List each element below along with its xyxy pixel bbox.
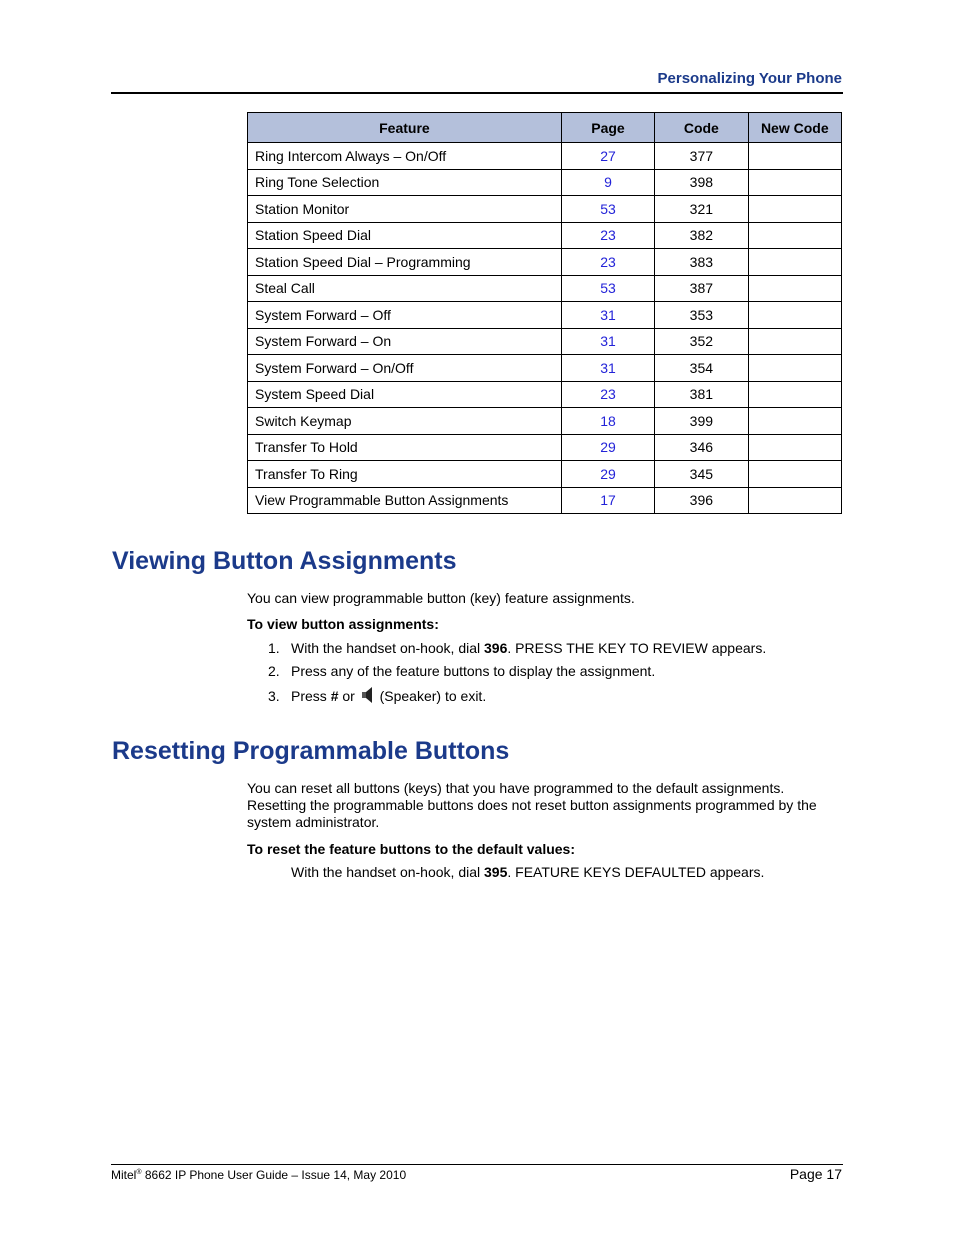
- new-code-cell: [748, 249, 841, 276]
- page-link[interactable]: 23: [561, 381, 654, 408]
- table-row: [248, 328, 842, 355]
- feature-cell: System Forward – Off: [248, 302, 562, 329]
- code-cell: 346: [655, 434, 748, 461]
- new-code-cell: [748, 196, 841, 223]
- column-header-page: Page: [561, 113, 654, 143]
- section-title: Personalizing Your Phone: [657, 70, 842, 87]
- footer-guide-title: [111, 1168, 406, 1182]
- page-link[interactable]: 18: [561, 408, 654, 435]
- table-row: [248, 275, 842, 302]
- feature-cell: Steal Call: [248, 275, 562, 302]
- new-code-cell: [748, 302, 841, 329]
- resetting-heading: Resetting Programmable Buttons: [112, 737, 510, 765]
- code-cell: 345: [655, 461, 748, 488]
- table-row: [248, 434, 842, 461]
- table-header-row: [248, 113, 842, 143]
- resetting-step: [291, 864, 764, 881]
- column-header-code: Code: [655, 113, 748, 143]
- code-cell: 381: [655, 381, 748, 408]
- step-text: . FEATURE KEYS DEFAULTED appears.: [507, 864, 765, 880]
- footer-brand: Mitel: [111, 1168, 137, 1182]
- table-row: [248, 196, 842, 223]
- step-text: With the handset on-hook, dial: [291, 640, 485, 656]
- footer-guide-text: 8662 IP Phone User Guide – Issue 14, May 2010: [141, 1168, 407, 1182]
- table-row: [248, 249, 842, 276]
- resetting-intro: You can reset all buttons (keys) that you have programmed to the default assignments. Resetting the programmable buttons does not reset button assignments programmed by the system administrator.: [247, 780, 817, 830]
- step-text: (Speaker) to exit.: [375, 688, 487, 704]
- column-header-new-code: New Code: [748, 113, 841, 143]
- column-header-feature: Feature: [248, 113, 562, 143]
- page-link[interactable]: 31: [561, 355, 654, 382]
- step-number: 1.: [268, 640, 280, 656]
- code-cell: 354: [655, 355, 748, 382]
- table-row: [248, 302, 842, 329]
- feature-cell: Station Monitor: [248, 196, 562, 223]
- feature-cell: Transfer To Ring: [248, 461, 562, 488]
- feature-cell: Ring Intercom Always – On/Off: [248, 143, 562, 170]
- step-text: Press any of the feature buttons to display the assignment.: [291, 663, 656, 679]
- viewing-procedure-title: [247, 616, 837, 633]
- step-number: 3.: [268, 688, 280, 704]
- new-code-cell: [748, 143, 841, 170]
- feature-cell: Ring Tone Selection: [248, 169, 562, 196]
- viewing-step-2: [268, 663, 655, 680]
- page-link[interactable]: 23: [561, 222, 654, 249]
- feature-cell: System Speed Dial: [248, 381, 562, 408]
- step-text: or: [338, 688, 359, 704]
- code-cell: 353: [655, 302, 748, 329]
- feature-cell: Switch Keymap: [248, 408, 562, 435]
- table-row: [248, 169, 842, 196]
- step-text: Press: [291, 688, 331, 704]
- feature-cell: Station Speed Dial – Programming: [248, 249, 562, 276]
- viewing-procedure-title-text: To view button assignments:: [247, 616, 439, 632]
- footer-divider: [111, 1164, 843, 1165]
- new-code-cell: [748, 355, 841, 382]
- page-link[interactable]: 53: [561, 275, 654, 302]
- page-link[interactable]: 23: [561, 249, 654, 276]
- page-link[interactable]: 9: [561, 169, 654, 196]
- page-link[interactable]: 29: [561, 434, 654, 461]
- registered-mark: ®: [136, 1169, 142, 1176]
- page-link[interactable]: 31: [561, 328, 654, 355]
- code-cell: 387: [655, 275, 748, 302]
- table-row: [248, 461, 842, 488]
- step-code: 396: [484, 640, 508, 656]
- feature-cell: View Programmable Button Assignments: [248, 487, 562, 514]
- step-number: 2.: [268, 663, 280, 679]
- speaker-icon: [361, 686, 374, 708]
- page-link[interactable]: 29: [561, 461, 654, 488]
- feature-cell: System Forward – On/Off: [248, 355, 562, 382]
- table-row: [248, 222, 842, 249]
- page-link[interactable]: 27: [561, 143, 654, 170]
- table-row: [248, 143, 842, 170]
- new-code-cell: [748, 381, 841, 408]
- new-code-cell: [748, 328, 841, 355]
- viewing-intro: You can view programmable button (key) feature assignments.: [247, 590, 635, 606]
- code-cell: 398: [655, 169, 748, 196]
- new-code-cell: [748, 408, 841, 435]
- page-link[interactable]: 53: [561, 196, 654, 223]
- table-row: [248, 381, 842, 408]
- table-row: [248, 487, 842, 514]
- step-text: . PRESS THE KEY TO REVIEW appears.: [507, 640, 767, 656]
- code-cell: 396: [655, 487, 748, 514]
- feature-cell: Transfer To Hold: [248, 434, 562, 461]
- step-code: 395: [484, 864, 508, 880]
- viewing-step-1: [268, 640, 766, 657]
- feature-cell: System Forward – On: [248, 328, 562, 355]
- new-code-cell: [748, 169, 841, 196]
- step-text: With the handset on-hook, dial: [291, 864, 485, 880]
- page-link[interactable]: 17: [561, 487, 654, 514]
- resetting-procedure-title: [247, 841, 837, 858]
- code-cell: 377: [655, 143, 748, 170]
- code-cell: 382: [655, 222, 748, 249]
- new-code-cell: [748, 487, 841, 514]
- code-cell: 321: [655, 196, 748, 223]
- new-code-cell: [748, 275, 841, 302]
- step-key: #: [330, 688, 339, 704]
- header-divider: [111, 92, 843, 94]
- resetting-procedure-title-text: To reset the feature buttons to the default values:: [247, 841, 576, 857]
- new-code-cell: [748, 434, 841, 461]
- page-link[interactable]: 31: [561, 302, 654, 329]
- viewing-heading: Viewing Button Assignments: [112, 547, 457, 575]
- viewing-step-3: [268, 686, 486, 708]
- code-cell: 383: [655, 249, 748, 276]
- new-code-cell: [748, 461, 841, 488]
- table-row: [248, 355, 842, 382]
- feature-cell: Station Speed Dial: [248, 222, 562, 249]
- code-cell: 399: [655, 408, 748, 435]
- table-row: [248, 408, 842, 435]
- code-cell: 352: [655, 328, 748, 355]
- new-code-cell: [748, 222, 841, 249]
- feature-code-table: [247, 112, 842, 514]
- page-number: Page 17: [789, 1166, 842, 1182]
